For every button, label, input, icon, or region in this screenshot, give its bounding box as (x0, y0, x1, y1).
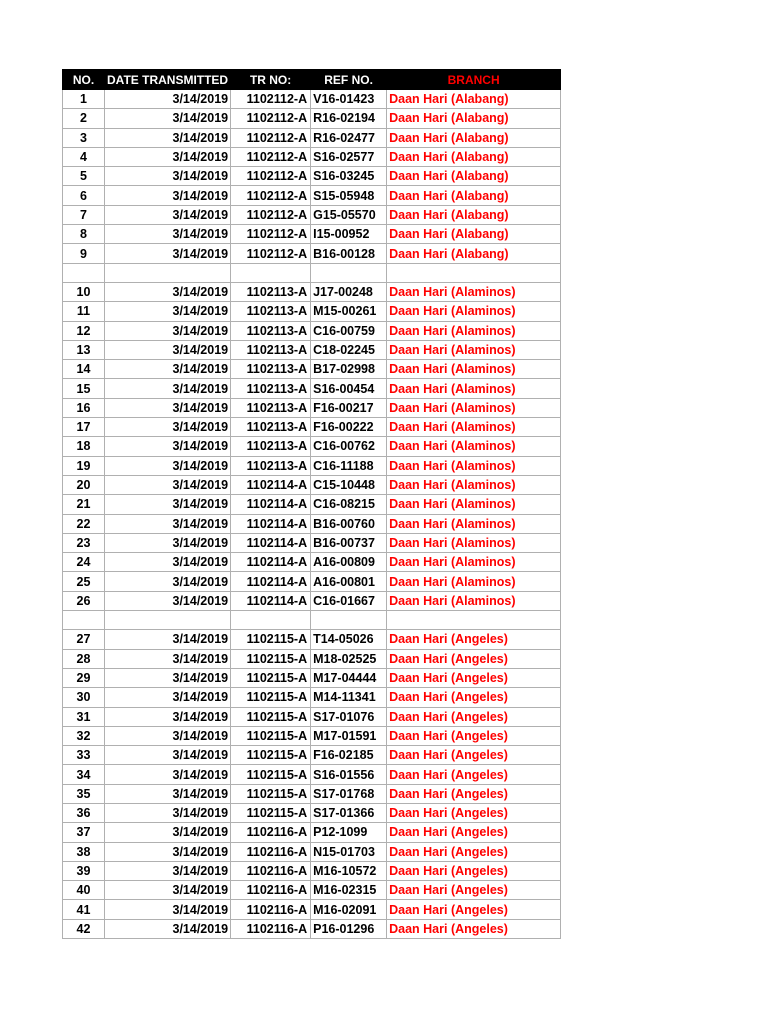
date-cell[interactable]: 3/14/2019 (105, 398, 231, 417)
tr-no-cell[interactable]: 1102114-A (231, 591, 311, 610)
row-number-cell[interactable]: 20 (63, 475, 105, 494)
date-cell[interactable]: 3/14/2019 (105, 437, 231, 456)
empty-cell[interactable] (311, 263, 387, 282)
row-number-cell[interactable]: 26 (63, 591, 105, 610)
header-branch[interactable]: BRANCH (387, 70, 561, 90)
branch-cell[interactable]: Daan Hari (Alaminos) (387, 302, 561, 321)
table-body (63, 90, 561, 939)
ref-no-cell[interactable]: S15-05948 (311, 186, 387, 205)
row-number-cell[interactable]: 8 (63, 225, 105, 244)
date-cell[interactable]: 3/14/2019 (105, 109, 231, 128)
branch-cell[interactable]: Daan Hari (Alaminos) (387, 360, 561, 379)
row-number-cell[interactable]: 34 (63, 765, 105, 784)
tr-no-cell[interactable]: 1102112-A (231, 109, 311, 128)
tr-no-cell[interactable]: 1102112-A (231, 147, 311, 166)
ref-no-cell[interactable]: S16-00454 (311, 379, 387, 398)
table-row (63, 128, 561, 147)
row-number-cell[interactable]: 27 (63, 630, 105, 649)
tr-no-cell[interactable]: 1102114-A (231, 514, 311, 533)
branch-cell[interactable]: Daan Hari (Angeles) (387, 688, 561, 707)
ref-no-cell[interactable]: B17-02998 (311, 360, 387, 379)
table-row (63, 881, 561, 900)
row-number-cell[interactable]: 36 (63, 803, 105, 822)
blank-separator-row (63, 263, 561, 282)
date-cell[interactable]: 3/14/2019 (105, 90, 231, 109)
ref-no-cell[interactable]: C16-00759 (311, 321, 387, 340)
date-cell[interactable]: 3/14/2019 (105, 881, 231, 900)
branch-cell[interactable]: Daan Hari (Angeles) (387, 823, 561, 842)
header-date-transmitted[interactable] (105, 70, 231, 90)
table-row (63, 649, 561, 668)
date-cell[interactable]: 3/14/2019 (105, 456, 231, 475)
ref-no-cell[interactable]: C15-10448 (311, 475, 387, 494)
date-cell[interactable]: 3/14/2019 (105, 591, 231, 610)
table-row (63, 919, 561, 938)
row-number-cell[interactable]: 18 (63, 437, 105, 456)
row-number-cell[interactable]: 14 (63, 360, 105, 379)
tr-no-cell[interactable]: 1102114-A (231, 475, 311, 494)
branch-cell[interactable]: Daan Hari (Alabang) (387, 128, 561, 147)
row-number-cell[interactable]: 5 (63, 167, 105, 186)
date-cell[interactable]: 3/14/2019 (105, 514, 231, 533)
tr-no-cell[interactable]: 1102115-A (231, 668, 311, 687)
tr-no-cell[interactable]: 1102112-A (231, 244, 311, 263)
table-row (63, 302, 561, 321)
branch-cell[interactable]: Daan Hari (Angeles) (387, 861, 561, 880)
table-row (63, 842, 561, 861)
date-cell[interactable]: 3/14/2019 (105, 919, 231, 938)
ref-no-cell[interactable]: R16-02194 (311, 109, 387, 128)
table-row (63, 707, 561, 726)
table-row (63, 186, 561, 205)
row-number-cell[interactable]: 31 (63, 707, 105, 726)
branch-cell[interactable]: Daan Hari (Alaminos) (387, 379, 561, 398)
branch-cell[interactable]: Daan Hari (Angeles) (387, 784, 561, 803)
tr-no-cell[interactable]: 1102114-A (231, 495, 311, 514)
tr-no-cell[interactable]: 1102116-A (231, 900, 311, 919)
empty-cell[interactable] (387, 611, 561, 630)
row-number-cell[interactable]: 1 (63, 90, 105, 109)
branch-cell[interactable]: Daan Hari (Alabang) (387, 147, 561, 166)
branch-cell[interactable]: Daan Hari (Alaminos) (387, 495, 561, 514)
branch-cell[interactable]: Daan Hari (Alaminos) (387, 591, 561, 610)
branch-cell[interactable]: Daan Hari (Alabang) (387, 205, 561, 224)
empty-cell[interactable] (105, 611, 231, 630)
row-number-cell[interactable]: 10 (63, 282, 105, 301)
table-row (63, 688, 561, 707)
table-row (63, 630, 561, 649)
branch-cell[interactable]: Daan Hari (Alaminos) (387, 456, 561, 475)
row-number-cell[interactable]: 35 (63, 784, 105, 803)
row-number-cell[interactable]: 9 (63, 244, 105, 263)
row-number-cell[interactable]: 12 (63, 321, 105, 340)
table-row (63, 456, 561, 475)
table-row (63, 282, 561, 301)
ref-no-cell[interactable]: P12-1099 (311, 823, 387, 842)
table-row (63, 244, 561, 263)
row-number-cell[interactable]: 15 (63, 379, 105, 398)
date-cell[interactable]: 3/14/2019 (105, 533, 231, 552)
table-row (63, 360, 561, 379)
row-number-cell[interactable]: 42 (63, 919, 105, 938)
row-number-cell[interactable]: 2 (63, 109, 105, 128)
ref-no-cell[interactable]: S16-03245 (311, 167, 387, 186)
ref-no-cell[interactable]: M17-04444 (311, 668, 387, 687)
date-cell[interactable]: 3/14/2019 (105, 186, 231, 205)
row-number-cell[interactable]: 29 (63, 668, 105, 687)
table-row (63, 379, 561, 398)
table-row (63, 823, 561, 842)
branch-cell[interactable]: Daan Hari (Alabang) (387, 167, 561, 186)
row-number-cell[interactable]: 33 (63, 746, 105, 765)
table-row (63, 321, 561, 340)
ref-no-cell[interactable]: T14-05026 (311, 630, 387, 649)
row-number-cell[interactable]: 25 (63, 572, 105, 591)
row-number-cell[interactable]: 28 (63, 649, 105, 668)
branch-cell[interactable]: Daan Hari (Alaminos) (387, 572, 561, 591)
date-cell[interactable]: 3/14/2019 (105, 823, 231, 842)
date-cell[interactable]: 3/14/2019 (105, 765, 231, 784)
table-row (63, 803, 561, 822)
branch-cell[interactable]: Daan Hari (Angeles) (387, 726, 561, 745)
ref-no-cell[interactable]: J17-00248 (311, 282, 387, 301)
tr-no-cell[interactable]: 1102115-A (231, 784, 311, 803)
ref-no-cell[interactable]: V16-01423 (311, 90, 387, 109)
table-row (63, 668, 561, 687)
branch-cell[interactable]: Daan Hari (Alabang) (387, 225, 561, 244)
table-row (63, 225, 561, 244)
date-cell[interactable]: 3/14/2019 (105, 244, 231, 263)
tr-no-cell[interactable]: 1102112-A (231, 128, 311, 147)
branch-cell[interactable]: Daan Hari (Angeles) (387, 649, 561, 668)
table-row (63, 900, 561, 919)
branch-cell[interactable]: Daan Hari (Angeles) (387, 900, 561, 919)
empty-cell[interactable] (231, 263, 311, 282)
header-tr-no[interactable]: TR NO: (231, 70, 311, 90)
row-number-cell[interactable]: 22 (63, 514, 105, 533)
table-row (63, 147, 561, 166)
tr-no-cell[interactable]: 1102115-A (231, 765, 311, 784)
tr-no-cell[interactable]: 1102115-A (231, 726, 311, 745)
ref-no-cell[interactable]: S16-02577 (311, 147, 387, 166)
tr-no-cell[interactable]: 1102113-A (231, 437, 311, 456)
row-number-cell[interactable]: 4 (63, 147, 105, 166)
date-cell[interactable]: 3/14/2019 (105, 360, 231, 379)
ref-no-cell[interactable]: I15-00952 (311, 225, 387, 244)
date-cell[interactable]: 3/14/2019 (105, 418, 231, 437)
table-row (63, 90, 561, 109)
date-cell[interactable]: 3/14/2019 (105, 379, 231, 398)
ref-no-cell[interactable]: M16-02091 (311, 900, 387, 919)
tr-no-cell[interactable]: 1102114-A (231, 533, 311, 552)
ref-no-cell[interactable]: M14-11341 (311, 688, 387, 707)
date-cell[interactable]: 3/14/2019 (105, 128, 231, 147)
row-number-cell[interactable]: 23 (63, 533, 105, 552)
date-cell[interactable]: 3/14/2019 (105, 861, 231, 880)
tr-no-cell[interactable]: 1102115-A (231, 707, 311, 726)
branch-cell[interactable]: Daan Hari (Alabang) (387, 109, 561, 128)
table-row (63, 167, 561, 186)
date-cell[interactable]: 3/14/2019 (105, 688, 231, 707)
date-cell[interactable]: 3/14/2019 (105, 649, 231, 668)
row-number-cell[interactable]: 32 (63, 726, 105, 745)
row-number-cell[interactable]: 19 (63, 456, 105, 475)
date-cell[interactable]: 3/14/2019 (105, 630, 231, 649)
ref-no-cell[interactable]: F16-02185 (311, 746, 387, 765)
branch-cell[interactable]: Daan Hari (Angeles) (387, 881, 561, 900)
ref-no-cell[interactable]: P16-01296 (311, 919, 387, 938)
tr-no-cell[interactable]: 1102113-A (231, 340, 311, 359)
ref-no-cell[interactable]: C16-11188 (311, 456, 387, 475)
ref-no-cell[interactable]: F16-00217 (311, 398, 387, 417)
branch-cell[interactable]: Daan Hari (Alabang) (387, 90, 561, 109)
table-row (63, 572, 561, 591)
table-row (63, 437, 561, 456)
branch-cell[interactable]: Daan Hari (Alaminos) (387, 418, 561, 437)
branch-cell[interactable]: Daan Hari (Angeles) (387, 707, 561, 726)
tr-no-cell[interactable]: 1102112-A (231, 225, 311, 244)
empty-cell[interactable] (63, 263, 105, 282)
row-number-cell[interactable]: 37 (63, 823, 105, 842)
table-row (63, 591, 561, 610)
branch-cell[interactable]: Daan Hari (Alabang) (387, 244, 561, 263)
branch-cell[interactable]: Daan Hari (Alabang) (387, 186, 561, 205)
header-ref-no[interactable]: REF NO. (311, 70, 387, 90)
tr-no-cell[interactable]: 1102116-A (231, 861, 311, 880)
row-number-cell[interactable]: 17 (63, 418, 105, 437)
ref-no-cell[interactable]: M15-00261 (311, 302, 387, 321)
row-number-cell[interactable]: 7 (63, 205, 105, 224)
date-cell[interactable]: 3/14/2019 (105, 147, 231, 166)
row-number-cell[interactable]: 38 (63, 842, 105, 861)
ref-no-cell[interactable]: N15-01703 (311, 842, 387, 861)
table-row (63, 340, 561, 359)
tr-no-cell[interactable]: 1102112-A (231, 90, 311, 109)
ref-no-cell[interactable]: C16-08215 (311, 495, 387, 514)
tr-no-cell[interactable]: 1102116-A (231, 919, 311, 938)
date-cell[interactable]: 3/14/2019 (105, 707, 231, 726)
row-number-cell[interactable]: 24 (63, 553, 105, 572)
ref-no-cell[interactable]: C18-02245 (311, 340, 387, 359)
row-number-cell[interactable]: 41 (63, 900, 105, 919)
branch-cell[interactable]: Daan Hari (Alaminos) (387, 321, 561, 340)
date-cell[interactable]: 3/14/2019 (105, 726, 231, 745)
ref-no-cell[interactable]: M18-02525 (311, 649, 387, 668)
date-cell[interactable]: 3/14/2019 (105, 475, 231, 494)
table-row (63, 475, 561, 494)
ref-no-cell[interactable]: S17-01768 (311, 784, 387, 803)
table-row (63, 746, 561, 765)
ref-no-cell[interactable]: C16-00762 (311, 437, 387, 456)
tr-no-cell[interactable]: 1102115-A (231, 688, 311, 707)
tr-no-cell[interactable]: 1102113-A (231, 321, 311, 340)
tr-no-cell[interactable]: 1102112-A (231, 167, 311, 186)
row-number-cell[interactable]: 13 (63, 340, 105, 359)
row-number-cell[interactable]: 30 (63, 688, 105, 707)
table-row (63, 726, 561, 745)
row-number-cell[interactable]: 40 (63, 881, 105, 900)
branch-cell[interactable]: Daan Hari (Alaminos) (387, 514, 561, 533)
date-cell[interactable]: 3/14/2019 (105, 302, 231, 321)
ref-no-cell[interactable]: B16-00737 (311, 533, 387, 552)
table-row (63, 784, 561, 803)
tr-no-cell[interactable]: 1102112-A (231, 186, 311, 205)
date-cell[interactable]: 3/14/2019 (105, 167, 231, 186)
date-cell[interactable]: 3/14/2019 (105, 340, 231, 359)
table-row (63, 418, 561, 437)
tr-no-cell[interactable]: 1102116-A (231, 842, 311, 861)
table-row (63, 398, 561, 417)
table-row (63, 533, 561, 552)
tr-no-cell[interactable]: 1102114-A (231, 553, 311, 572)
date-cell[interactable]: 3/14/2019 (105, 225, 231, 244)
tr-no-cell[interactable]: 1102113-A (231, 398, 311, 417)
ref-no-cell[interactable]: G15-05570 (311, 205, 387, 224)
tr-no-cell[interactable]: 1102113-A (231, 456, 311, 475)
ref-no-cell[interactable]: A16-00801 (311, 572, 387, 591)
tr-no-cell[interactable]: 1102116-A (231, 823, 311, 842)
date-cell[interactable]: 3/14/2019 (105, 321, 231, 340)
branch-cell[interactable]: Daan Hari (Alaminos) (387, 553, 561, 572)
table-row (63, 109, 561, 128)
table-row (63, 765, 561, 784)
row-number-cell[interactable]: 39 (63, 861, 105, 880)
blank-separator-row (63, 611, 561, 630)
date-cell[interactable]: 3/14/2019 (105, 746, 231, 765)
row-number-cell[interactable]: 3 (63, 128, 105, 147)
branch-cell[interactable]: Daan Hari (Alaminos) (387, 398, 561, 417)
ref-no-cell[interactable]: M17-01591 (311, 726, 387, 745)
ref-no-cell[interactable]: R16-02477 (311, 128, 387, 147)
branch-cell[interactable]: Daan Hari (Alaminos) (387, 533, 561, 552)
table-row (63, 495, 561, 514)
transmittal-table (62, 69, 561, 939)
branch-cell[interactable]: Daan Hari (Angeles) (387, 842, 561, 861)
tr-no-cell[interactable]: 1102116-A (231, 881, 311, 900)
row-number-cell[interactable]: 21 (63, 495, 105, 514)
date-cell[interactable]: 3/14/2019 (105, 803, 231, 822)
branch-cell[interactable]: Daan Hari (Angeles) (387, 919, 561, 938)
branch-cell[interactable]: Daan Hari (Alaminos) (387, 340, 561, 359)
ref-no-cell[interactable]: M16-02315 (311, 881, 387, 900)
tr-no-cell[interactable]: 1102113-A (231, 302, 311, 321)
header-no[interactable]: NO. (63, 70, 105, 90)
ref-no-cell[interactable]: C16-01667 (311, 591, 387, 610)
date-cell[interactable]: 3/14/2019 (105, 205, 231, 224)
tr-no-cell[interactable]: 1102115-A (231, 649, 311, 668)
date-cell[interactable]: 3/14/2019 (105, 572, 231, 591)
tr-no-cell[interactable]: 1102112-A (231, 205, 311, 224)
tr-no-cell[interactable]: 1102115-A (231, 803, 311, 822)
branch-cell[interactable]: Daan Hari (Alaminos) (387, 282, 561, 301)
table-row (63, 514, 561, 533)
ref-no-cell[interactable]: B16-00128 (311, 244, 387, 263)
branch-cell[interactable]: Daan Hari (Angeles) (387, 746, 561, 765)
ref-no-cell[interactable]: S16-01556 (311, 765, 387, 784)
date-cell[interactable]: 3/14/2019 (105, 842, 231, 861)
empty-cell[interactable] (63, 611, 105, 630)
date-cell[interactable]: 3/14/2019 (105, 784, 231, 803)
empty-cell[interactable] (231, 611, 311, 630)
tr-no-cell[interactable]: 1102113-A (231, 360, 311, 379)
header-date-label: DATE TRANSMITTED (107, 72, 229, 87)
table-row (63, 205, 561, 224)
ref-no-cell[interactable]: S17-01076 (311, 707, 387, 726)
ref-no-cell[interactable]: A16-00809 (311, 553, 387, 572)
header-row (63, 70, 561, 90)
branch-cell[interactable]: Daan Hari (Alaminos) (387, 437, 561, 456)
row-number-cell[interactable]: 16 (63, 398, 105, 417)
ref-no-cell[interactable]: B16-00760 (311, 514, 387, 533)
branch-cell[interactable]: Daan Hari (Angeles) (387, 803, 561, 822)
date-cell[interactable]: 3/14/2019 (105, 900, 231, 919)
branch-cell[interactable]: Daan Hari (Angeles) (387, 765, 561, 784)
tr-no-cell[interactable]: 1102113-A (231, 282, 311, 301)
branch-cell[interactable]: Daan Hari (Angeles) (387, 630, 561, 649)
date-cell[interactable]: 3/14/2019 (105, 668, 231, 687)
tr-no-cell[interactable]: 1102114-A (231, 572, 311, 591)
table-row (63, 861, 561, 880)
empty-cell[interactable] (105, 263, 231, 282)
tr-no-cell[interactable]: 1102113-A (231, 379, 311, 398)
ref-no-cell[interactable]: M16-10572 (311, 861, 387, 880)
date-cell[interactable]: 3/14/2019 (105, 282, 231, 301)
spreadsheet (62, 69, 561, 939)
row-number-cell[interactable]: 6 (63, 186, 105, 205)
tr-no-cell[interactable]: 1102113-A (231, 418, 311, 437)
tr-no-cell[interactable]: 1102115-A (231, 746, 311, 765)
table-row (63, 553, 561, 572)
date-cell[interactable]: 3/14/2019 (105, 553, 231, 572)
empty-cell[interactable] (387, 263, 561, 282)
branch-cell[interactable]: Daan Hari (Alaminos) (387, 475, 561, 494)
date-cell[interactable]: 3/14/2019 (105, 495, 231, 514)
tr-no-cell[interactable]: 1102115-A (231, 630, 311, 649)
ref-no-cell[interactable]: F16-00222 (311, 418, 387, 437)
empty-cell[interactable] (311, 611, 387, 630)
row-number-cell[interactable]: 11 (63, 302, 105, 321)
ref-no-cell[interactable]: S17-01366 (311, 803, 387, 822)
branch-cell[interactable]: Daan Hari (Angeles) (387, 668, 561, 687)
